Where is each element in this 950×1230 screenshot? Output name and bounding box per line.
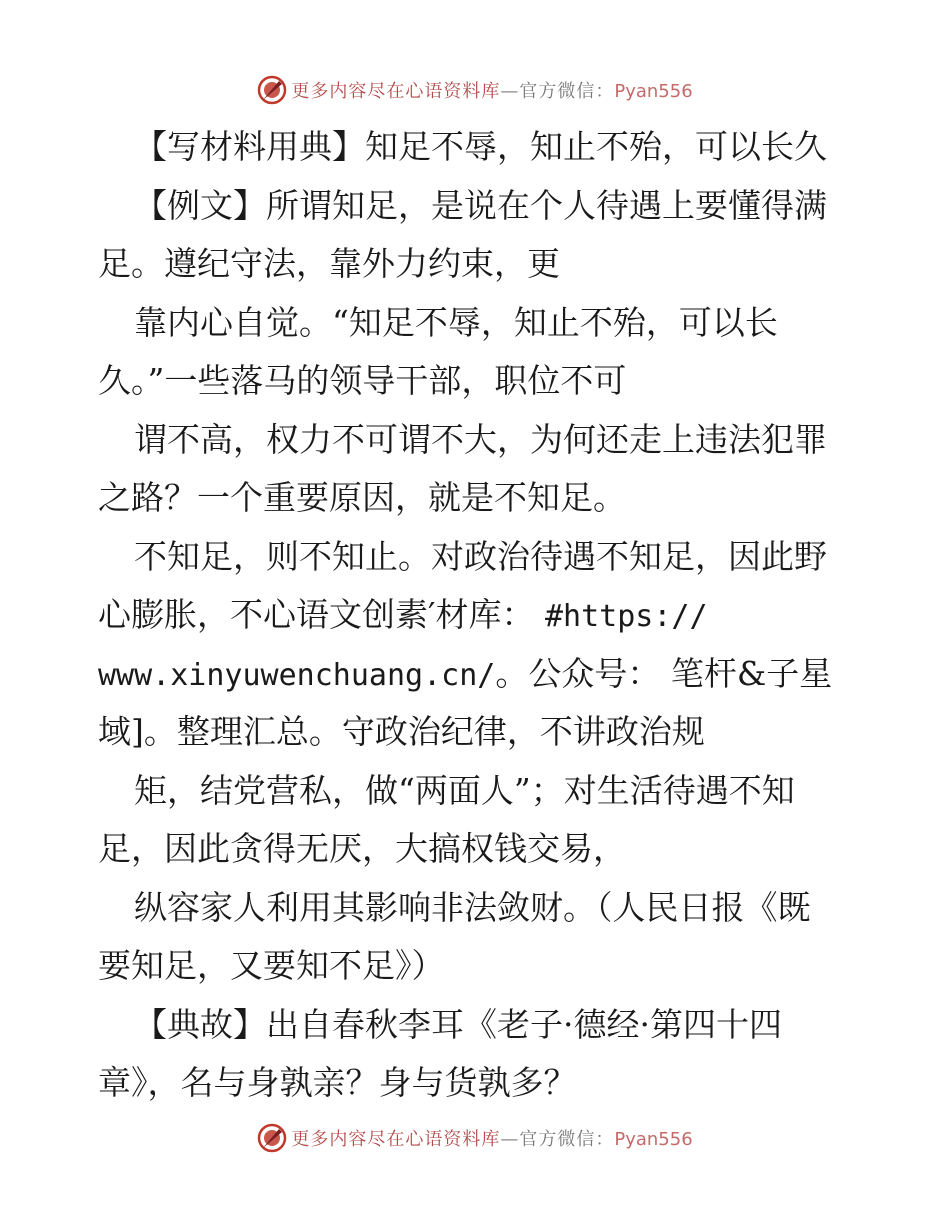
- feather-logo-icon: [257, 1123, 287, 1153]
- banner-text: [291, 1125, 692, 1151]
- text-line: 要知足，又要知不足》）: [98, 946, 445, 985]
- website-url: www.xinyuwenchuang.cn/: [98, 657, 496, 693]
- text-line: 不知足，则不知止。对政治待遇不知足，因此野: [134, 536, 827, 576]
- text-line: 【写材料用典】知足不辱，知止不殆，可以长久: [134, 127, 827, 166]
- banner-main-text: 更多内容尽在心语资料库: [291, 81, 501, 102]
- text-line: 章》，名与身孰亲？身与货孰多？: [98, 1063, 577, 1102]
- banner-wechat-label: 官方微信：: [519, 81, 615, 102]
- header-banner: [0, 70, 950, 110]
- banner-dash: —: [500, 81, 520, 102]
- text-line: 域]。整理汇总。守政治纪律，不讲政治规: [98, 712, 705, 751]
- banner-wechat-id: Pyan556: [614, 81, 693, 102]
- text-segment: 。公众号：: [495, 653, 661, 693]
- text-line: 【例文】所谓知足，是说在个人待遇上要懂得满: [134, 185, 827, 225]
- text-segment: 心膨胀，不心语文创素′材库：: [98, 595, 535, 634]
- feather-logo-icon: [257, 75, 287, 105]
- banner-dash: —: [500, 1129, 520, 1150]
- banner-main-text: 更多内容尽在心语资料库: [291, 1129, 501, 1150]
- document-body: [98, 118, 858, 1113]
- url-fragment: #https://: [545, 599, 708, 634]
- text-line: 谓不高，权力不可谓不大，为何还走上违法犯罪: [134, 419, 827, 459]
- text-line: 久。”一些落马的领导干部，职位不可: [98, 361, 627, 400]
- text-line: 【典故】出自春秋李耳《老子·德经·第四十四: [134, 1004, 782, 1044]
- text-line: 靠内心自觉。“知足不辱，知止不殆，可以长: [134, 302, 778, 342]
- text-line: 足，因此贪得无厌，大搞权钱交易，: [98, 829, 626, 868]
- text-line: [98, 586, 858, 645]
- banner-wechat-id: Pyan556: [614, 1129, 693, 1150]
- text-line: 矩，结党营私，做“两面人”；对生活待遇不知: [134, 770, 795, 810]
- footer-banner: [0, 1118, 950, 1158]
- banner-text: [291, 77, 692, 103]
- text-segment: 笔杆&子星: [670, 653, 833, 693]
- text-line: 之路？一个重要原因，就是不知足。: [98, 478, 626, 517]
- text-line: 纵容家人利用其影响非法敛财。（人民日报《既: [134, 887, 811, 927]
- text-line: [98, 645, 858, 704]
- banner-wechat-label: 官方微信：: [519, 1129, 615, 1150]
- text-line: 足。遵纪守法，靠外力约束，更: [98, 244, 560, 283]
